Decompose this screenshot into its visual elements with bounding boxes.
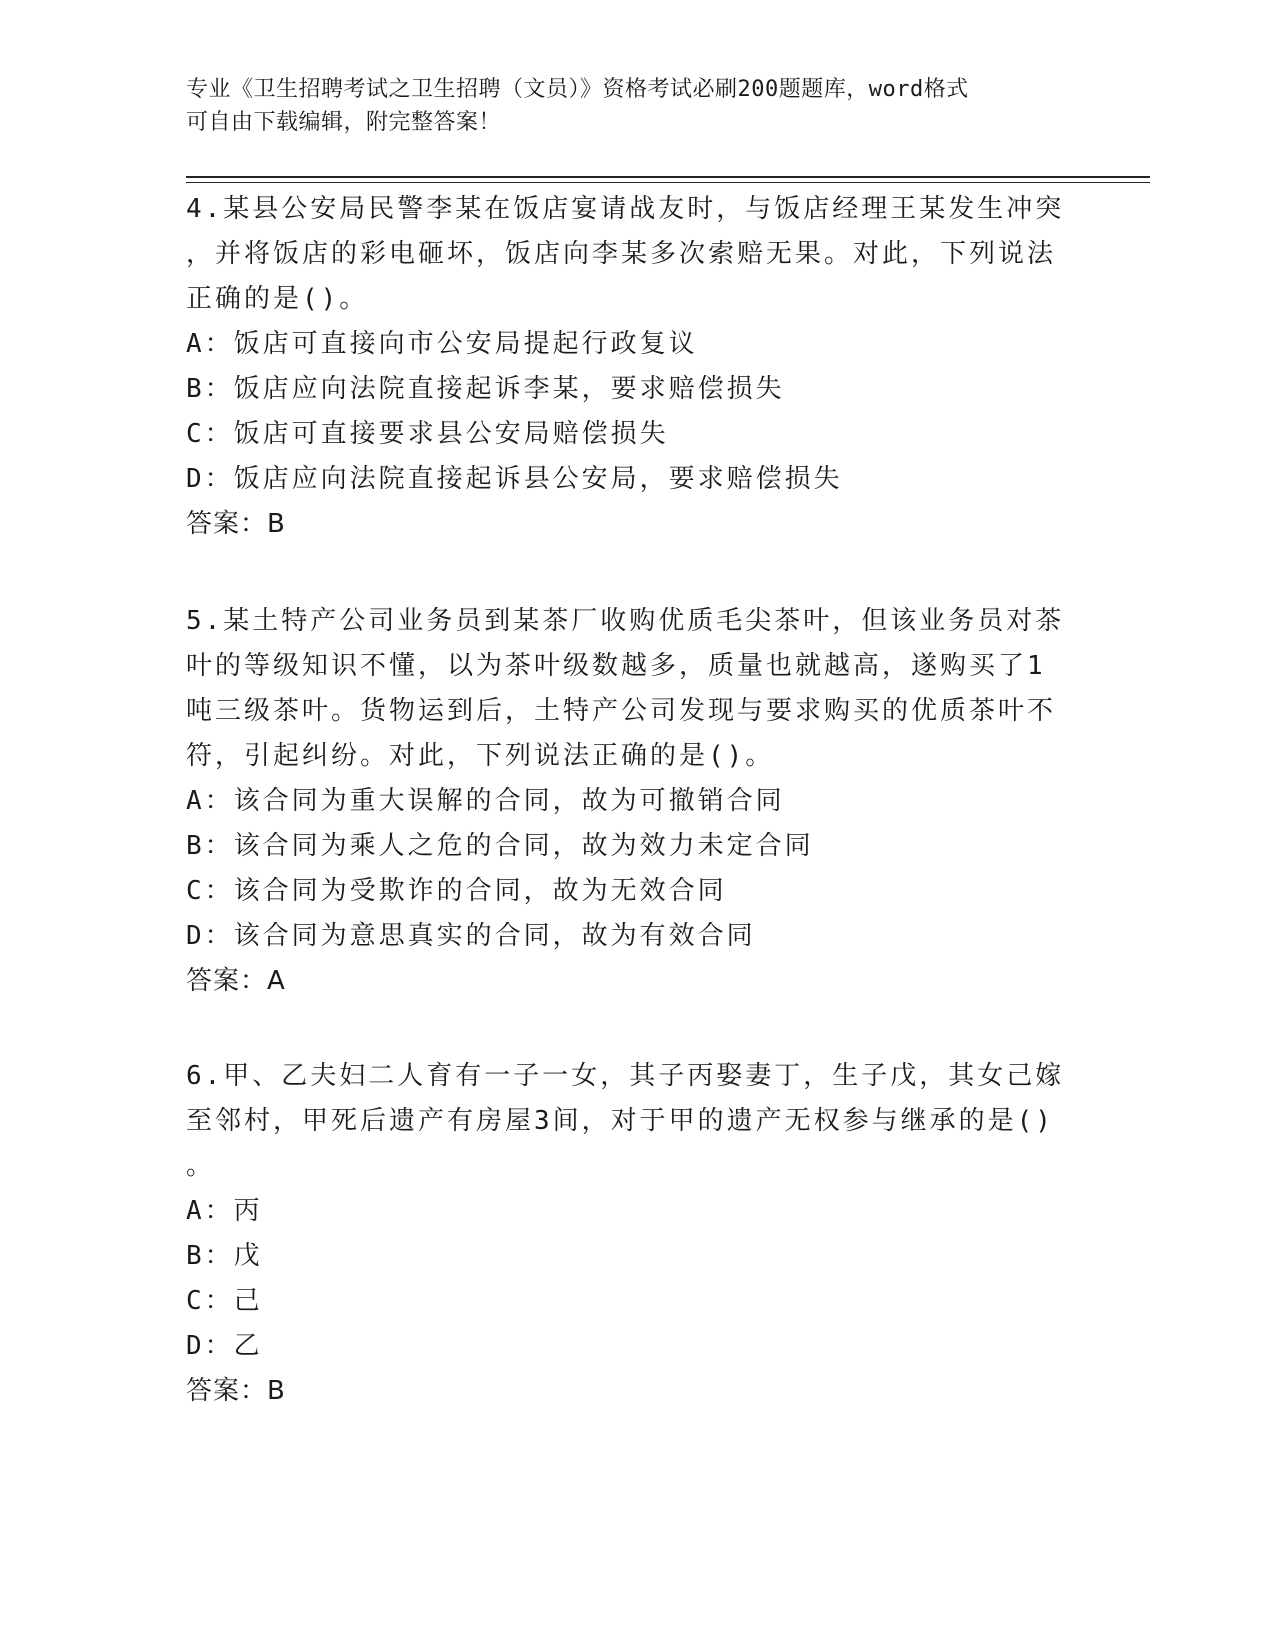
question-text-line: 吨三级茶叶。货物运到后，土特产公司发现与要求购买的优质茶叶不 bbox=[186, 696, 1057, 726]
question-text-line: 至邻村，甲死后遗产有房屋3间，对于甲的遗产无权参与继承的是() bbox=[186, 1106, 1054, 1136]
header-line-1: 专业《卫生招聘考试之卫生招聘（文员）》资格考试必刷200题题库，word格式 bbox=[186, 77, 969, 102]
document-header bbox=[186, 73, 1066, 139]
question-4 bbox=[186, 187, 1066, 547]
question-text-line: ，并将饭店的彩电砸坏，饭店向李某多次索赔无果。对此，下列说法 bbox=[186, 239, 1057, 269]
option-b: B：该合同为乘人之危的合同，故为效力未定合同 bbox=[186, 831, 814, 861]
question-text-line: 正确的是()。 bbox=[186, 284, 369, 314]
question-5 bbox=[186, 599, 1066, 1004]
header-line-2: 可自由下载编辑，附完整答案！ bbox=[186, 110, 502, 135]
option-d: D：该合同为意思真实的合同，故为有效合同 bbox=[186, 921, 756, 951]
question-text-line: 5.某土特产公司业务员到某茶厂收购优质毛尖茶叶，但该业务员对茶 bbox=[186, 606, 1065, 636]
option-a: A：饭店可直接向市公安局提起行政复议 bbox=[186, 329, 698, 359]
option-d: D：乙 bbox=[186, 1331, 263, 1361]
question-text-line: 6.甲、乙夫妇二人育有一子一女，其子丙娶妻丁，生子戊，其女己嫁 bbox=[186, 1061, 1065, 1091]
option-c: C：该合同为受欺诈的合同，故为无效合同 bbox=[186, 876, 727, 906]
option-b: B：戊 bbox=[186, 1241, 263, 1271]
question-text-line: 。 bbox=[186, 1151, 216, 1181]
question-6 bbox=[186, 1054, 1066, 1414]
option-a: A：丙 bbox=[186, 1196, 263, 1226]
header-divider-thick bbox=[186, 176, 1150, 178]
answer: 答案：B bbox=[186, 1376, 286, 1406]
question-text-line: 叶的等级知识不懂，以为茶叶级数越多，质量也就越高，遂购买了1 bbox=[186, 651, 1046, 681]
option-c: C：饭店可直接要求县公安局赔偿损失 bbox=[186, 419, 669, 449]
option-d: D：饭店应向法院直接起诉县公安局，要求赔偿损失 bbox=[186, 464, 843, 494]
header-divider-thin bbox=[186, 182, 1150, 183]
option-c: C：己 bbox=[186, 1286, 263, 1316]
option-a: A：该合同为重大误解的合同，故为可撤销合同 bbox=[186, 786, 785, 816]
answer: 答案：B bbox=[186, 509, 286, 539]
question-text-line: 符，引起纠纷。对此，下列说法正确的是()。 bbox=[186, 741, 775, 771]
answer: 答案：A bbox=[186, 966, 286, 996]
question-text-line: 4.某县公安局民警李某在饭店宴请战友时，与饭店经理王某发生冲突 bbox=[186, 194, 1065, 224]
option-b: B：饭店应向法院直接起诉李某，要求赔偿损失 bbox=[186, 374, 785, 404]
